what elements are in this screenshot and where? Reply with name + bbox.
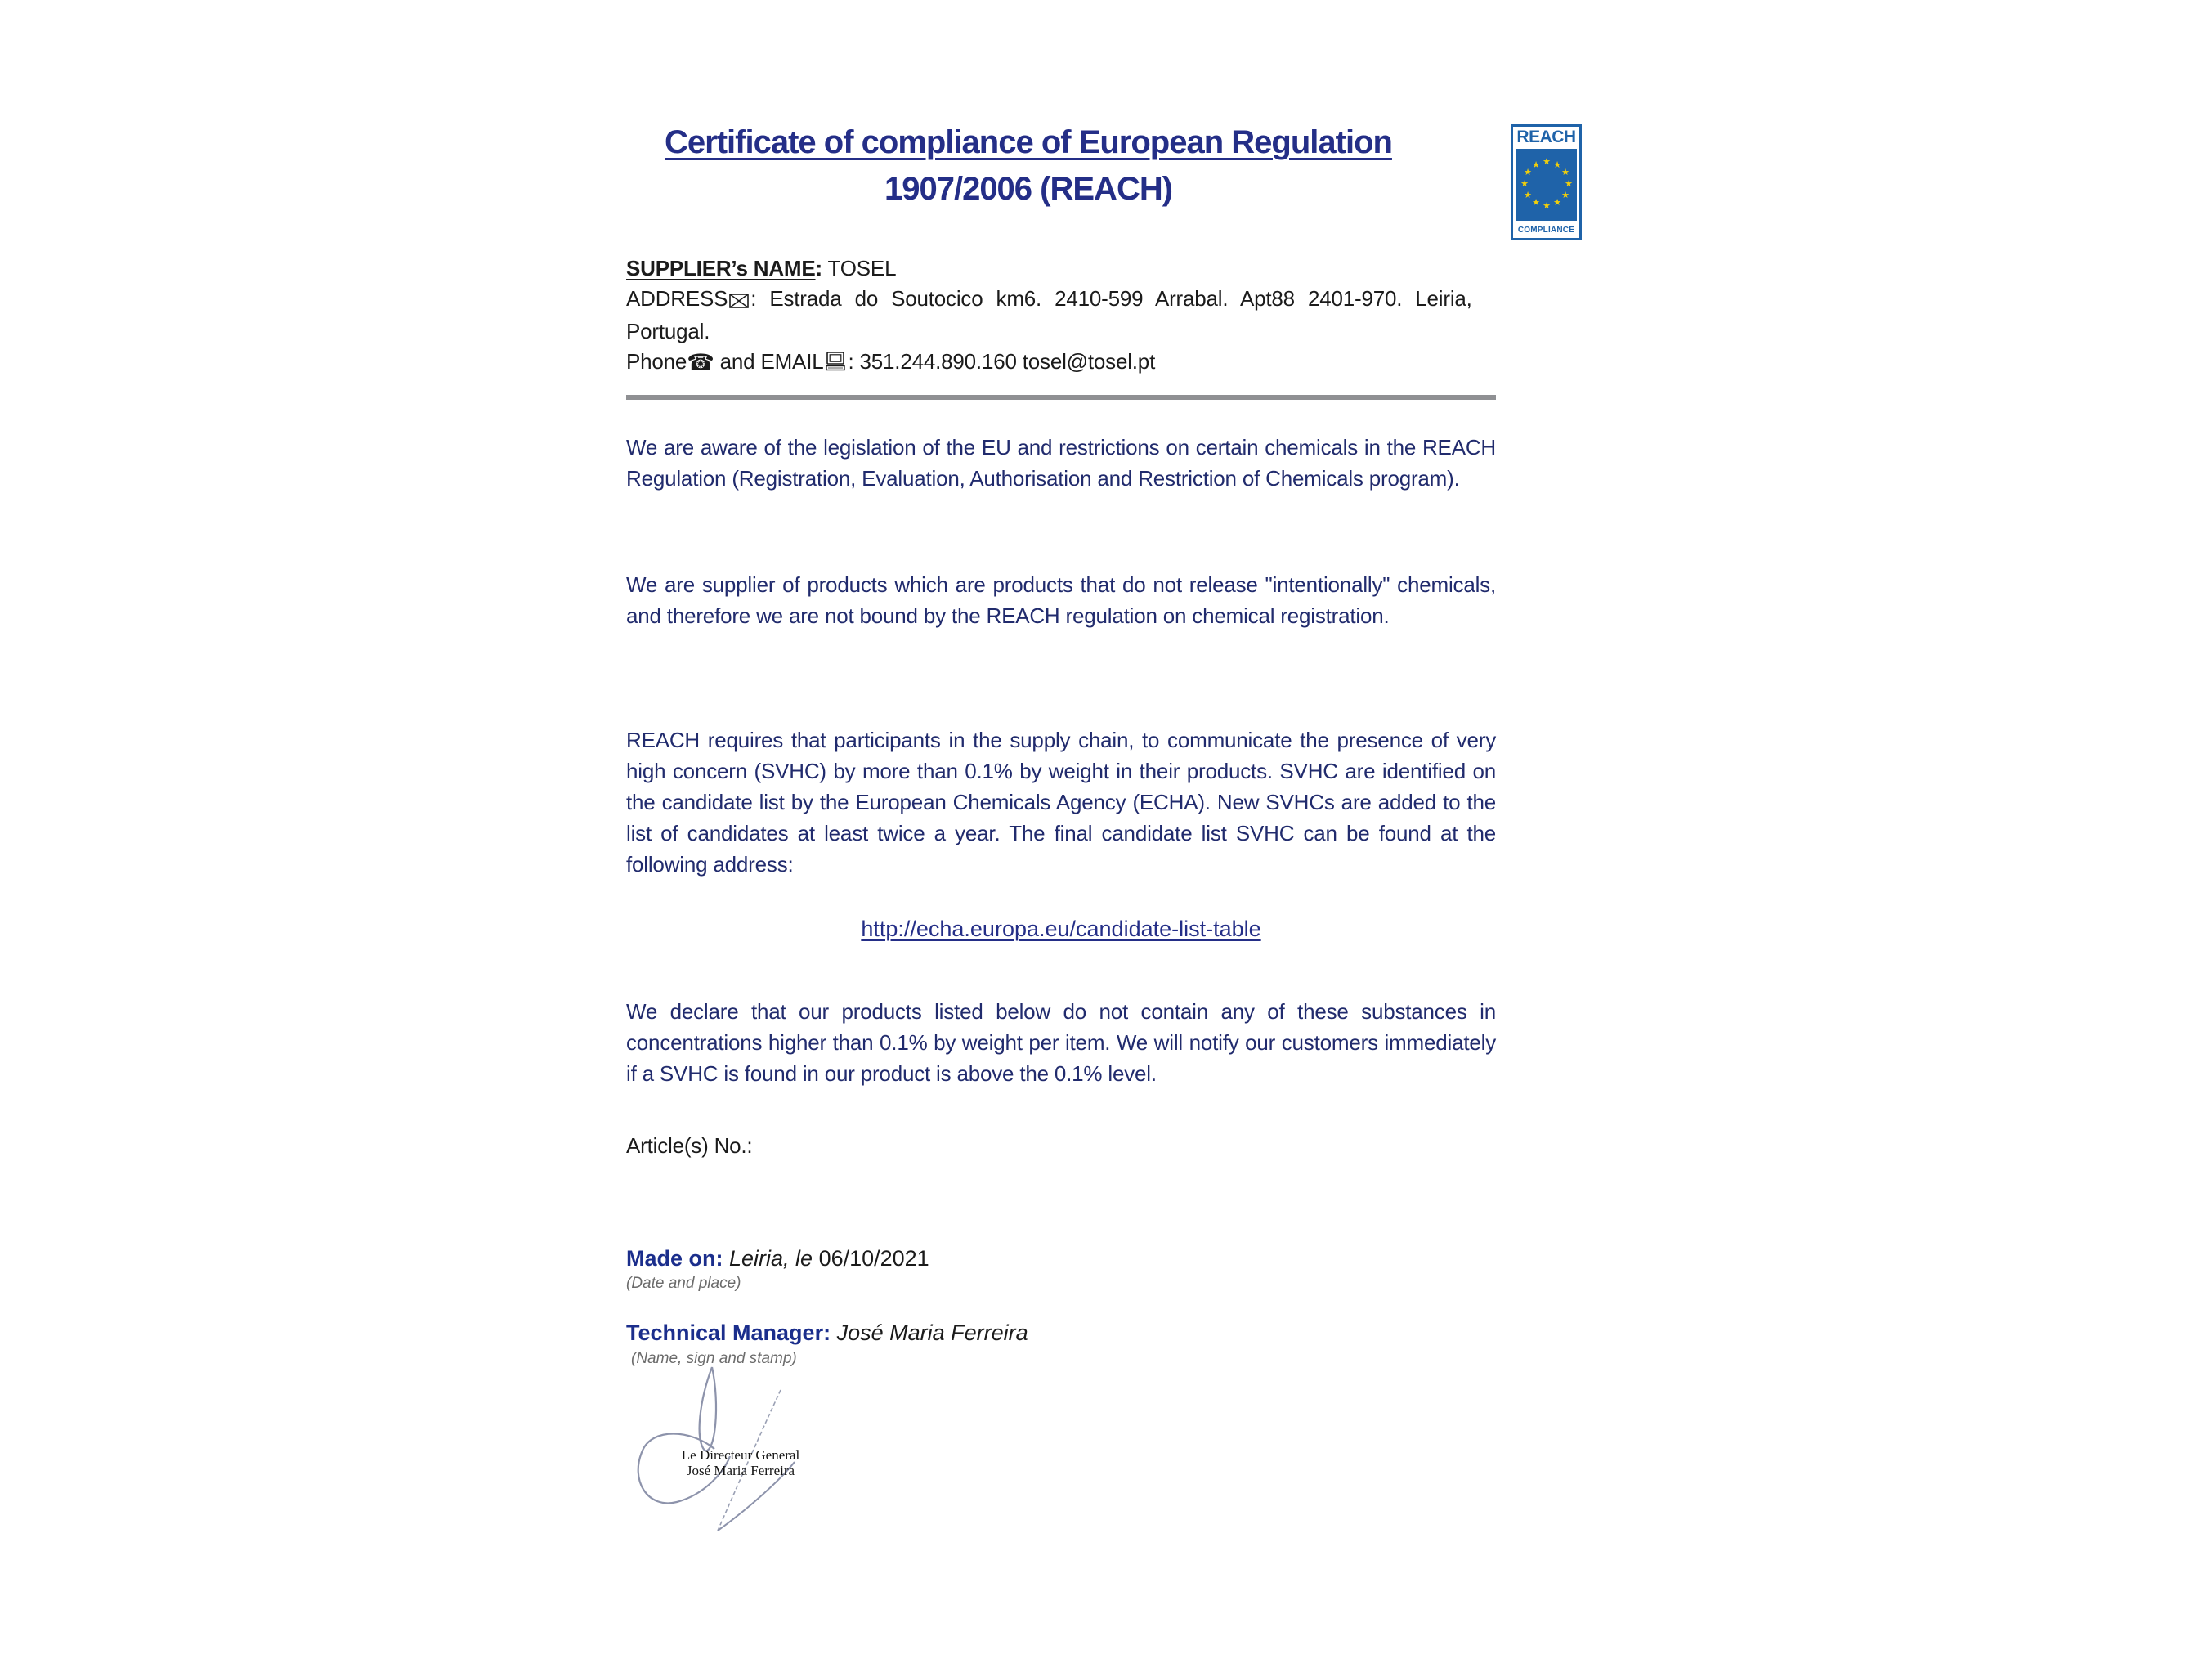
- address-value-line1: : Estrada do Soutocico km6. 2410-599 Arrabal. Apt88 2401-970. Leiria,: [750, 286, 1472, 311]
- supplier-name-line: SUPPLIER’s NAME: TOSEL: [626, 256, 897, 280]
- supplier-contact-line: [626, 347, 1496, 379]
- date-place-note: (Date and place): [626, 1275, 741, 1292]
- signature-name: José Maria Ferreira: [686, 1463, 795, 1478]
- technical-manager-line: [626, 1319, 1496, 1347]
- supplier-name-value: TOSEL: [822, 256, 897, 280]
- eu-star-icon: ★: [1532, 198, 1540, 208]
- eu-star-icon: ★: [1543, 157, 1551, 167]
- reach-logo-label: REACH: [1516, 128, 1576, 146]
- eu-star-icon: ★: [1561, 168, 1569, 177]
- page-title-line1: Certificate of compliance of European Regulation: [665, 124, 1392, 160]
- page-title: [626, 119, 1431, 213]
- paragraph-supplier-statement: We are supplier of products which are products that do not release "intentionally" chemicals, and therefore we are not bound by the REACH regulation on chemical registration.: [626, 572, 1496, 628]
- eu-star-icon: ★: [1553, 160, 1561, 170]
- candidate-list-link[interactable]: http://echa.europa.eu/candidate-list-table: [861, 917, 1261, 941]
- eu-stars-flag: [1516, 149, 1577, 221]
- signature-title: Le Directeur General: [681, 1447, 800, 1463]
- phone-icon: ☎: [687, 350, 714, 374]
- email-label: and EMAIL: [714, 349, 824, 374]
- address-value-line2: Portugal.: [626, 319, 710, 343]
- eu-star-icon: ★: [1553, 198, 1561, 208]
- contact-value: : 351.244.890.160 tosel@tosel.pt: [848, 349, 1156, 374]
- paragraph-declaration: We declare that our products listed below do not contain any of these substances in concentrations higher than 0.1% by weight per item. We will notify our customers immediately if a SVHC is found in our product is above the 0.1% level.: [626, 999, 1496, 1086]
- eu-star-icon: ★: [1565, 179, 1573, 189]
- eu-star-icon: ★: [1543, 201, 1551, 211]
- articles-no-label: Article(s) No.:: [626, 1133, 753, 1158]
- supplier-name-label: SUPPLIER’s NAME: [626, 256, 816, 280]
- envelope-icon: [729, 286, 749, 316]
- technical-manager-label: Technical Manager:: [626, 1320, 831, 1345]
- computer-icon: [825, 349, 846, 379]
- eu-star-icon: ★: [1524, 168, 1532, 177]
- candidate-list-link-line: [626, 916, 1496, 942]
- phone-label: Phone: [626, 349, 687, 374]
- eu-star-icon: ★: [1561, 191, 1569, 200]
- name-sign-stamp-note: (Name, sign and stamp): [631, 1350, 797, 1367]
- reach-compliance-logo: [1511, 124, 1582, 240]
- address-label: ADDRESS: [626, 286, 728, 311]
- made-on-label: Made on:: [626, 1246, 723, 1271]
- page-title-line2: 1907/2006 (REACH): [884, 171, 1173, 207]
- made-on-line: [626, 1244, 1496, 1272]
- eu-star-icon: ★: [1524, 191, 1532, 200]
- made-on-date: 06/10/2021: [813, 1246, 929, 1271]
- eu-star-icon: ★: [1532, 160, 1540, 170]
- signature-text-block: [643, 1447, 839, 1478]
- eu-star-icon: ★: [1520, 179, 1529, 189]
- paragraph-awareness: We are aware of the legislation of the EU and restrictions on certain chemicals in the REACH Regulation (Registration, Evaluation, Authorisation and Restriction of Chemicals program).: [626, 435, 1496, 491]
- paragraph-svhc-requirements: REACH requires that participants in the supply chain, to communicate the presence of very high concern (SVHC) by more than 0.1% by weight in their products. SVHC are identified on the candidate list by the European Chemicals Agency (ECHA). New SVHCs are added to the list of candidates at least twice a year. The final candidate list SVHC can be found at the following address:: [626, 728, 1496, 877]
- supplier-address-line: [626, 284, 1496, 347]
- horizontal-divider: [626, 395, 1496, 400]
- made-on-place: Leiria, le: [723, 1246, 813, 1271]
- technical-manager-value: José Maria Ferreira: [831, 1320, 1028, 1345]
- compliance-logo-label: COMPLIANCE: [1517, 226, 1575, 235]
- supplier-block: [626, 253, 1496, 379]
